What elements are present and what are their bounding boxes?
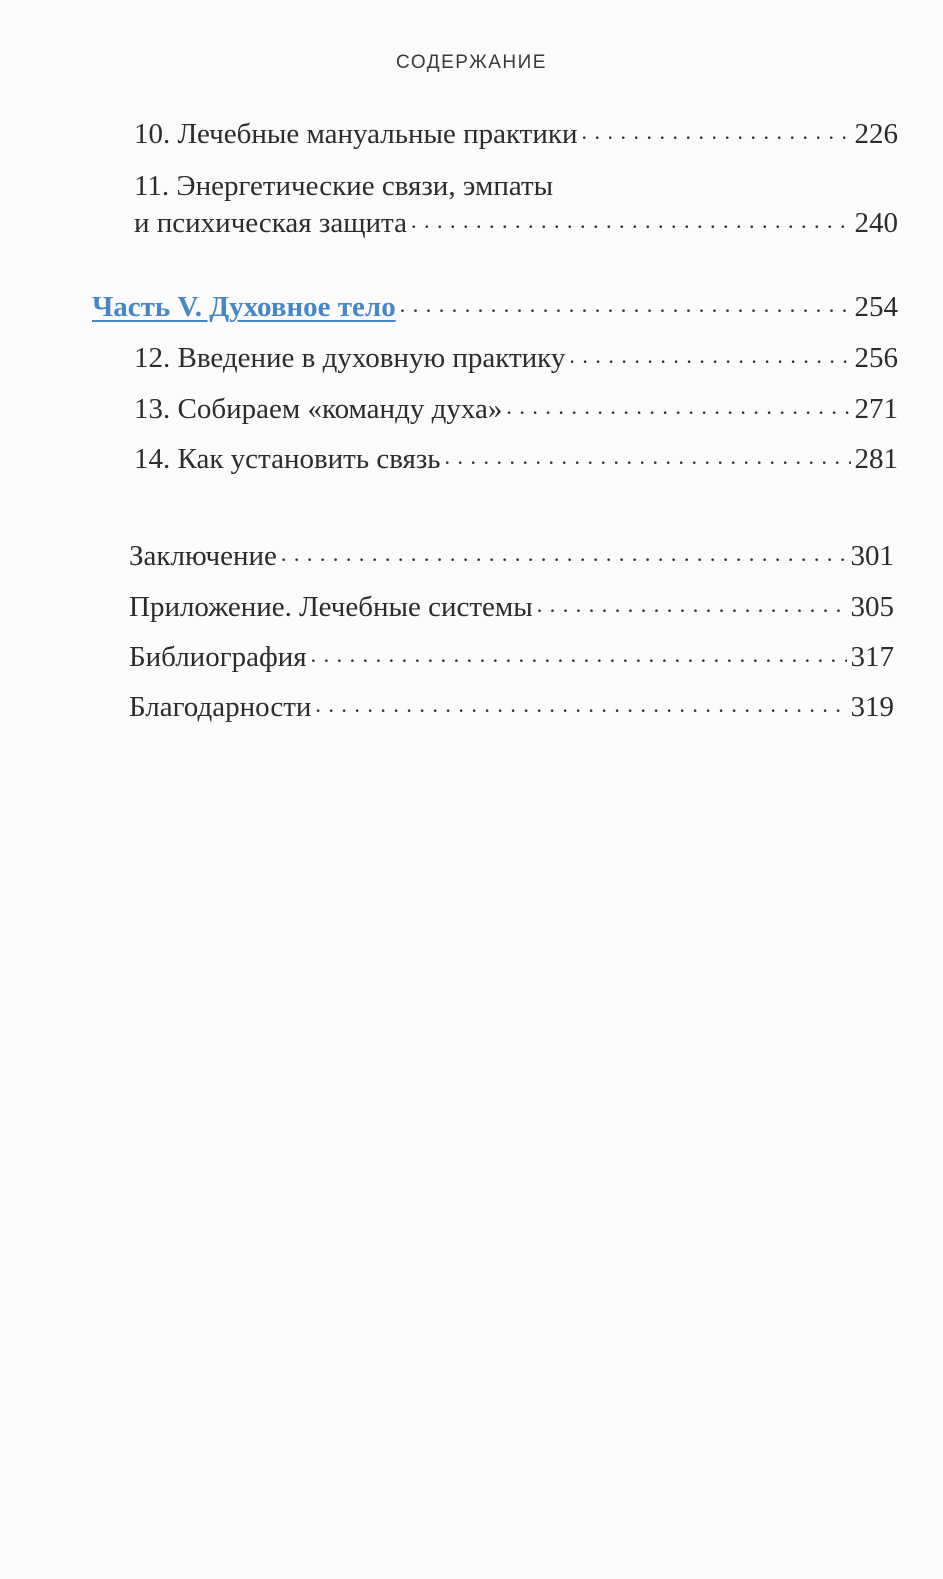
dot-leader	[569, 345, 850, 367]
dot-leader	[281, 543, 847, 565]
toc-entry-chapter-12[interactable]	[134, 340, 898, 376]
toc-entry-page: 256	[854, 342, 898, 374]
toc-entry-appendix[interactable]	[129, 589, 894, 625]
dot-leader	[315, 694, 846, 716]
toc-entry-acknowledgments[interactable]	[129, 689, 894, 725]
toc-part-title: Часть V. Духовное тело	[92, 291, 396, 323]
dot-leader	[506, 396, 850, 418]
dot-leader	[537, 594, 847, 616]
toc-entry-page: 281	[854, 443, 898, 475]
toc-entry-title: Заключение	[129, 540, 277, 572]
toc-entry-page: 305	[850, 591, 894, 623]
toc-entry-page: 240	[854, 207, 898, 239]
toc-entry-bibliography[interactable]	[129, 639, 894, 675]
dot-leader	[400, 294, 851, 316]
toc-entry-title: Благодарности	[129, 691, 312, 723]
toc-entry-title: Библиография	[129, 641, 307, 673]
toc-entry-page: 226	[854, 118, 898, 150]
dot-leader	[445, 446, 851, 468]
toc-entry-page: 319	[850, 691, 894, 723]
toc-entry-page: 317	[850, 641, 894, 673]
dot-leader	[581, 121, 850, 143]
toc-entry-title: 10. Лечебные мануальные практики	[134, 118, 578, 150]
dot-leader	[411, 210, 851, 232]
toc-entry-chapter-13[interactable]	[134, 391, 898, 427]
toc-entry-title: Приложение. Лечебные системы	[129, 591, 533, 623]
toc-entry-part-5[interactable]	[92, 289, 898, 325]
toc-entry-title: 12. Введение в духовную практику	[134, 342, 566, 374]
toc-entry-chapter-14[interactable]	[134, 441, 898, 477]
dot-leader	[311, 644, 847, 666]
toc-entry-conclusion[interactable]	[129, 538, 894, 574]
toc-entry-title: 14. Как установить связь	[134, 443, 441, 475]
toc-entry-page: 254	[854, 291, 898, 323]
running-head: СОДЕРЖАНИЕ	[396, 52, 547, 73]
toc-entry-chapter-10[interactable]	[134, 116, 898, 152]
toc-entry-page: 271	[854, 393, 898, 425]
toc-entry-chapter-11-line1[interactable]: 11. Энергетические связи, эмпаты	[134, 170, 554, 202]
toc-entry-title: и психическая защита	[134, 207, 407, 239]
toc-entry-chapter-11[interactable]	[134, 205, 898, 241]
toc-entry-page: 301	[850, 540, 894, 572]
toc-entry-title: 13. Собираем «команду духа»	[134, 393, 503, 425]
